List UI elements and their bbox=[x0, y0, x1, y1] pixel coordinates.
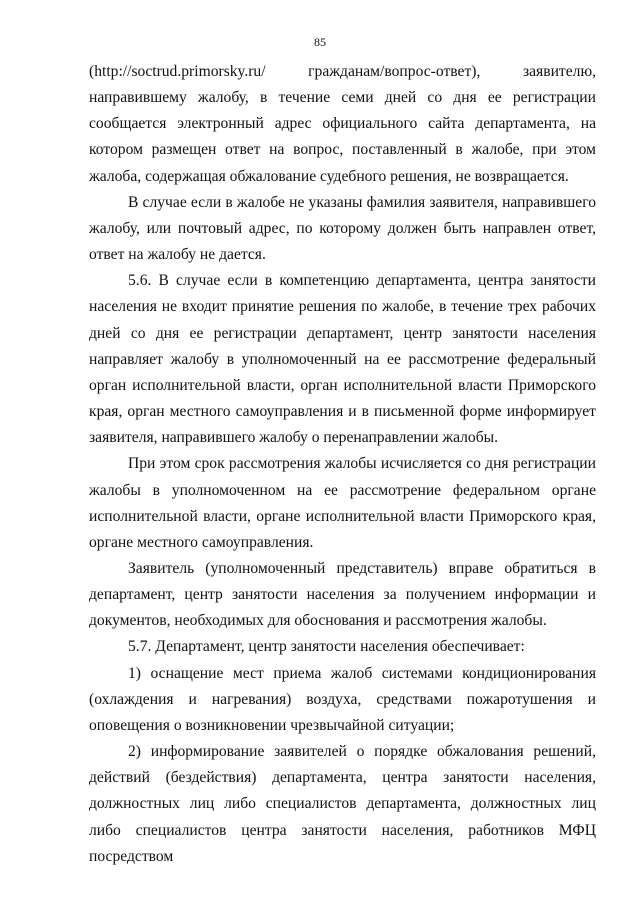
paragraph-5-7-heading: 5.7. Департамент, центр занятости населения обеспечивает: bbox=[128, 638, 525, 656]
paragraph-review-term: При этом срок рассмотрения жалобы исчисляется со дня регистрации жалобы в уполномоченном на ее рассмотрение федеральном органе исполнительной власти, органе исполнительной власти Приморского края, органе местного самоуправления. bbox=[89, 455, 596, 551]
page-number: 85 bbox=[314, 35, 326, 49]
list-item-2-informing: 2) информирование заявителей о порядке обжалования решений, действий (бездействия) департамента, центра занятости населения, должностных лиц либо специалистов департамента, должностных лиц либо специалистов центра занятости населения, работников МФЦ посредством bbox=[89, 743, 596, 865]
paragraph-applicant-right: Заявитель (уполномоченный представитель) вправе обратиться в департамент, центр занятости населения за получением информации и документов, необходимых для обоснования и рассмотрения жалобы. bbox=[89, 559, 596, 630]
list-item-1-equipment: 1) оснащение мест приема жалоб системами кондиционирования (охлаждения и нагревания) воздуха, средствами пожаротушения и оповещения о возникновении чрезвычайной ситуации; bbox=[89, 664, 596, 734]
page-body bbox=[89, 59, 596, 870]
paragraph-5-6-redirect: 5.6. В случае если в компетенцию департамента, центра занятости населения не входит принятие решения по жалобе, в течение трех рабочих дней со дня ее регистрации департамент, центр занятости населения направляет жалобу в уполномоченный на ее рассмотрение федеральный орган исполнительной власти, орган исполнительной власти Приморского края, орган местного самоуправления и в письменной форме информирует заявителя, направившего жалобу о перенаправлении жалобы. bbox=[89, 272, 596, 447]
paragraph-complaint-answer-address: (http://soctrud.primorsky.ru/ гражданам/вопрос-ответ), заявителю, направившему жалобу, в течение семи дней со дня ее регистрации сообщается электронный адрес официального сайта департамента, на котором размещен ответ на вопрос, поставленный в жалобе, при этом жалоба, содержащая обжалование судебного решения, не возвращается. bbox=[89, 63, 596, 185]
paragraph-no-applicant-name: В случае если в жалобе не указаны фамилия заявителя, направившего жалобу, или почтовый адрес, по которому должен быть направлен ответ, ответ на жалобу не дается. bbox=[89, 193, 596, 264]
